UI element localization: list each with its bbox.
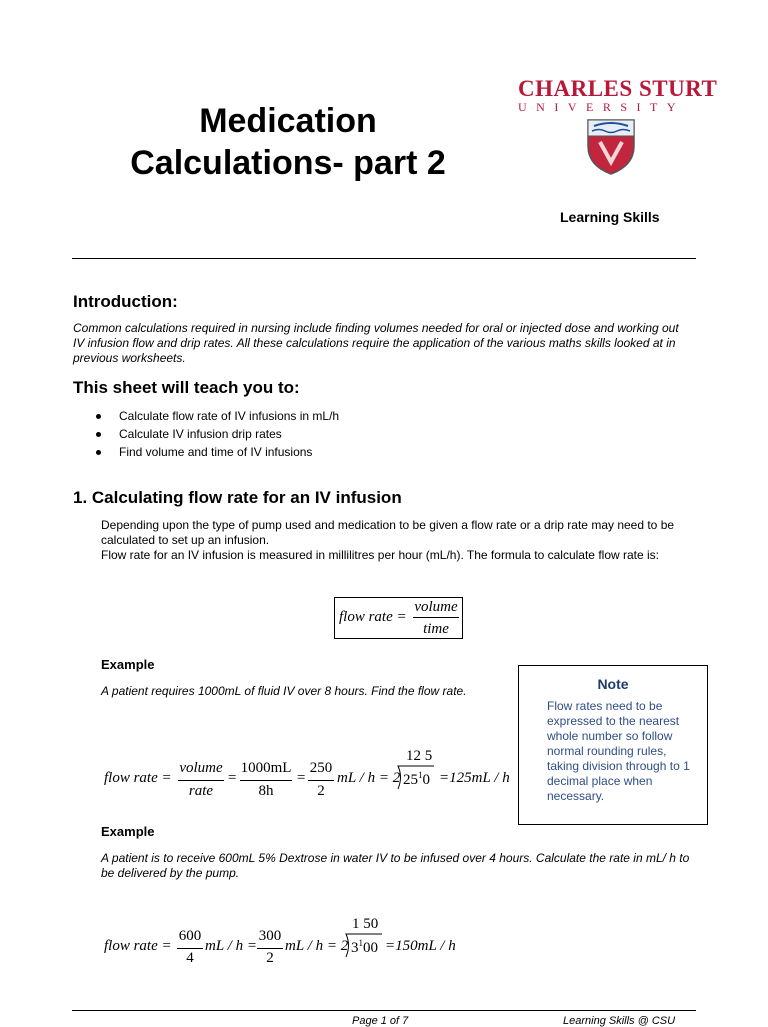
eq-result: =150mL / h: [385, 938, 456, 954]
eq-equals: =: [227, 770, 238, 786]
eq-equals: =: [296, 770, 307, 786]
eq-numerator: 250: [309, 760, 333, 776]
example1-equation: [104, 745, 514, 805]
eq-denominator: 4: [186, 950, 194, 966]
eq-result: =125mL / h: [439, 770, 510, 786]
eq-numerator: 600: [178, 928, 202, 944]
teach-list: [96, 407, 339, 461]
logo-name: CHARLES STURT: [518, 76, 718, 101]
page-title: [108, 100, 468, 184]
list-item: Calculate IV infusion drip rates: [96, 425, 339, 443]
header-divider: [72, 258, 696, 259]
section1-heading: 1. Calculating flow rate for an IV infusion: [73, 488, 402, 507]
fraction-bar: [240, 780, 292, 781]
division-quotient: 1 50: [352, 916, 379, 932]
eq-unit: mL / h = 2: [285, 938, 349, 954]
crest-icon: [586, 118, 636, 176]
eq-unit: mL / h =: [205, 938, 257, 954]
list-item: Calculate flow rate of IV infusions in mL/h: [96, 407, 339, 425]
flow-rate-formula: [334, 597, 463, 639]
learning-skills-label: Learning Skills: [560, 209, 660, 225]
logo-university: UNIVERSITY: [518, 100, 685, 114]
intro-heading: Introduction:: [73, 292, 178, 311]
fraction-bar: [178, 780, 224, 781]
intro-text: Common calculations required in nursing include finding volumes needed for oral or injected dose and working out IV infusion flow and drip rates. All these calculations require the application of the various maths skills looked at in previous worksheets.: [73, 321, 679, 365]
eq-lhs: flow rate =: [104, 770, 172, 786]
division-quotient: 12 5: [406, 748, 433, 764]
footer-divider: [72, 1010, 696, 1011]
title-line-1: Medication: [199, 102, 377, 140]
formula-numerator: volume: [414, 599, 458, 615]
teach-heading: This sheet will teach you to:: [73, 378, 300, 397]
university-logo: [518, 76, 718, 115]
fraction-bar: [257, 948, 283, 949]
eq-denominator: 2: [317, 783, 325, 799]
section1-para2: Flow rate for an IV infusion is measured in millilitres per hour (mL/h). The formula to calculate flow rate is:: [101, 548, 659, 562]
eq-denominator: rate: [188, 783, 214, 799]
eq-numerator: volume: [179, 760, 223, 776]
eq-unit: mL / h = 2: [337, 770, 401, 786]
title-line-2: Calculations- part 2: [130, 144, 446, 182]
eq-numerator: 1000mL: [240, 760, 292, 776]
division-dividend: $3^100$: [351, 938, 378, 956]
example1-label: Example: [101, 657, 155, 672]
eq-numerator: 300: [258, 928, 282, 944]
note-text: Flow rates need to be expressed to the nearest whole number so follow normal rounding rules, taking division through to 1 decimal place when necessary.: [547, 699, 690, 803]
note-box: [518, 665, 708, 825]
fraction-bar: [177, 948, 203, 949]
eq-denominator: 8h: [258, 783, 274, 799]
example2-label: Example: [101, 824, 155, 839]
example1-text: A patient requires 1000mL of fluid IV over 8 hours. Find the flow rate.: [101, 684, 467, 698]
fraction-bar: [308, 780, 334, 781]
section1-para1: Depending upon the type of pump used and medication to be given a flow rate or a drip rate may need to be calculated to set up an infusion.: [101, 518, 675, 547]
example2-text: A patient is to receive 600mL 5% Dextrose in water IV to be infused over 4 hours. Calculate the rate in mL/ h to be delivered by the pump.: [101, 851, 690, 880]
page-number: Page 1 of 7: [352, 1015, 409, 1027]
list-item: Find volume and time of IV infusions: [96, 443, 339, 461]
formula-denominator: time: [423, 621, 449, 637]
eq-lhs: flow rate =: [104, 938, 172, 954]
formula-lhs: flow rate =: [339, 609, 407, 625]
footer-credit: Learning Skills @ CSU: [563, 1015, 676, 1027]
formula-bar: [413, 617, 459, 618]
division-dividend: $25^10$: [403, 770, 430, 788]
note-title: Note: [597, 676, 629, 692]
eq-denominator: 2: [266, 950, 274, 966]
example2-equation: [104, 914, 524, 974]
